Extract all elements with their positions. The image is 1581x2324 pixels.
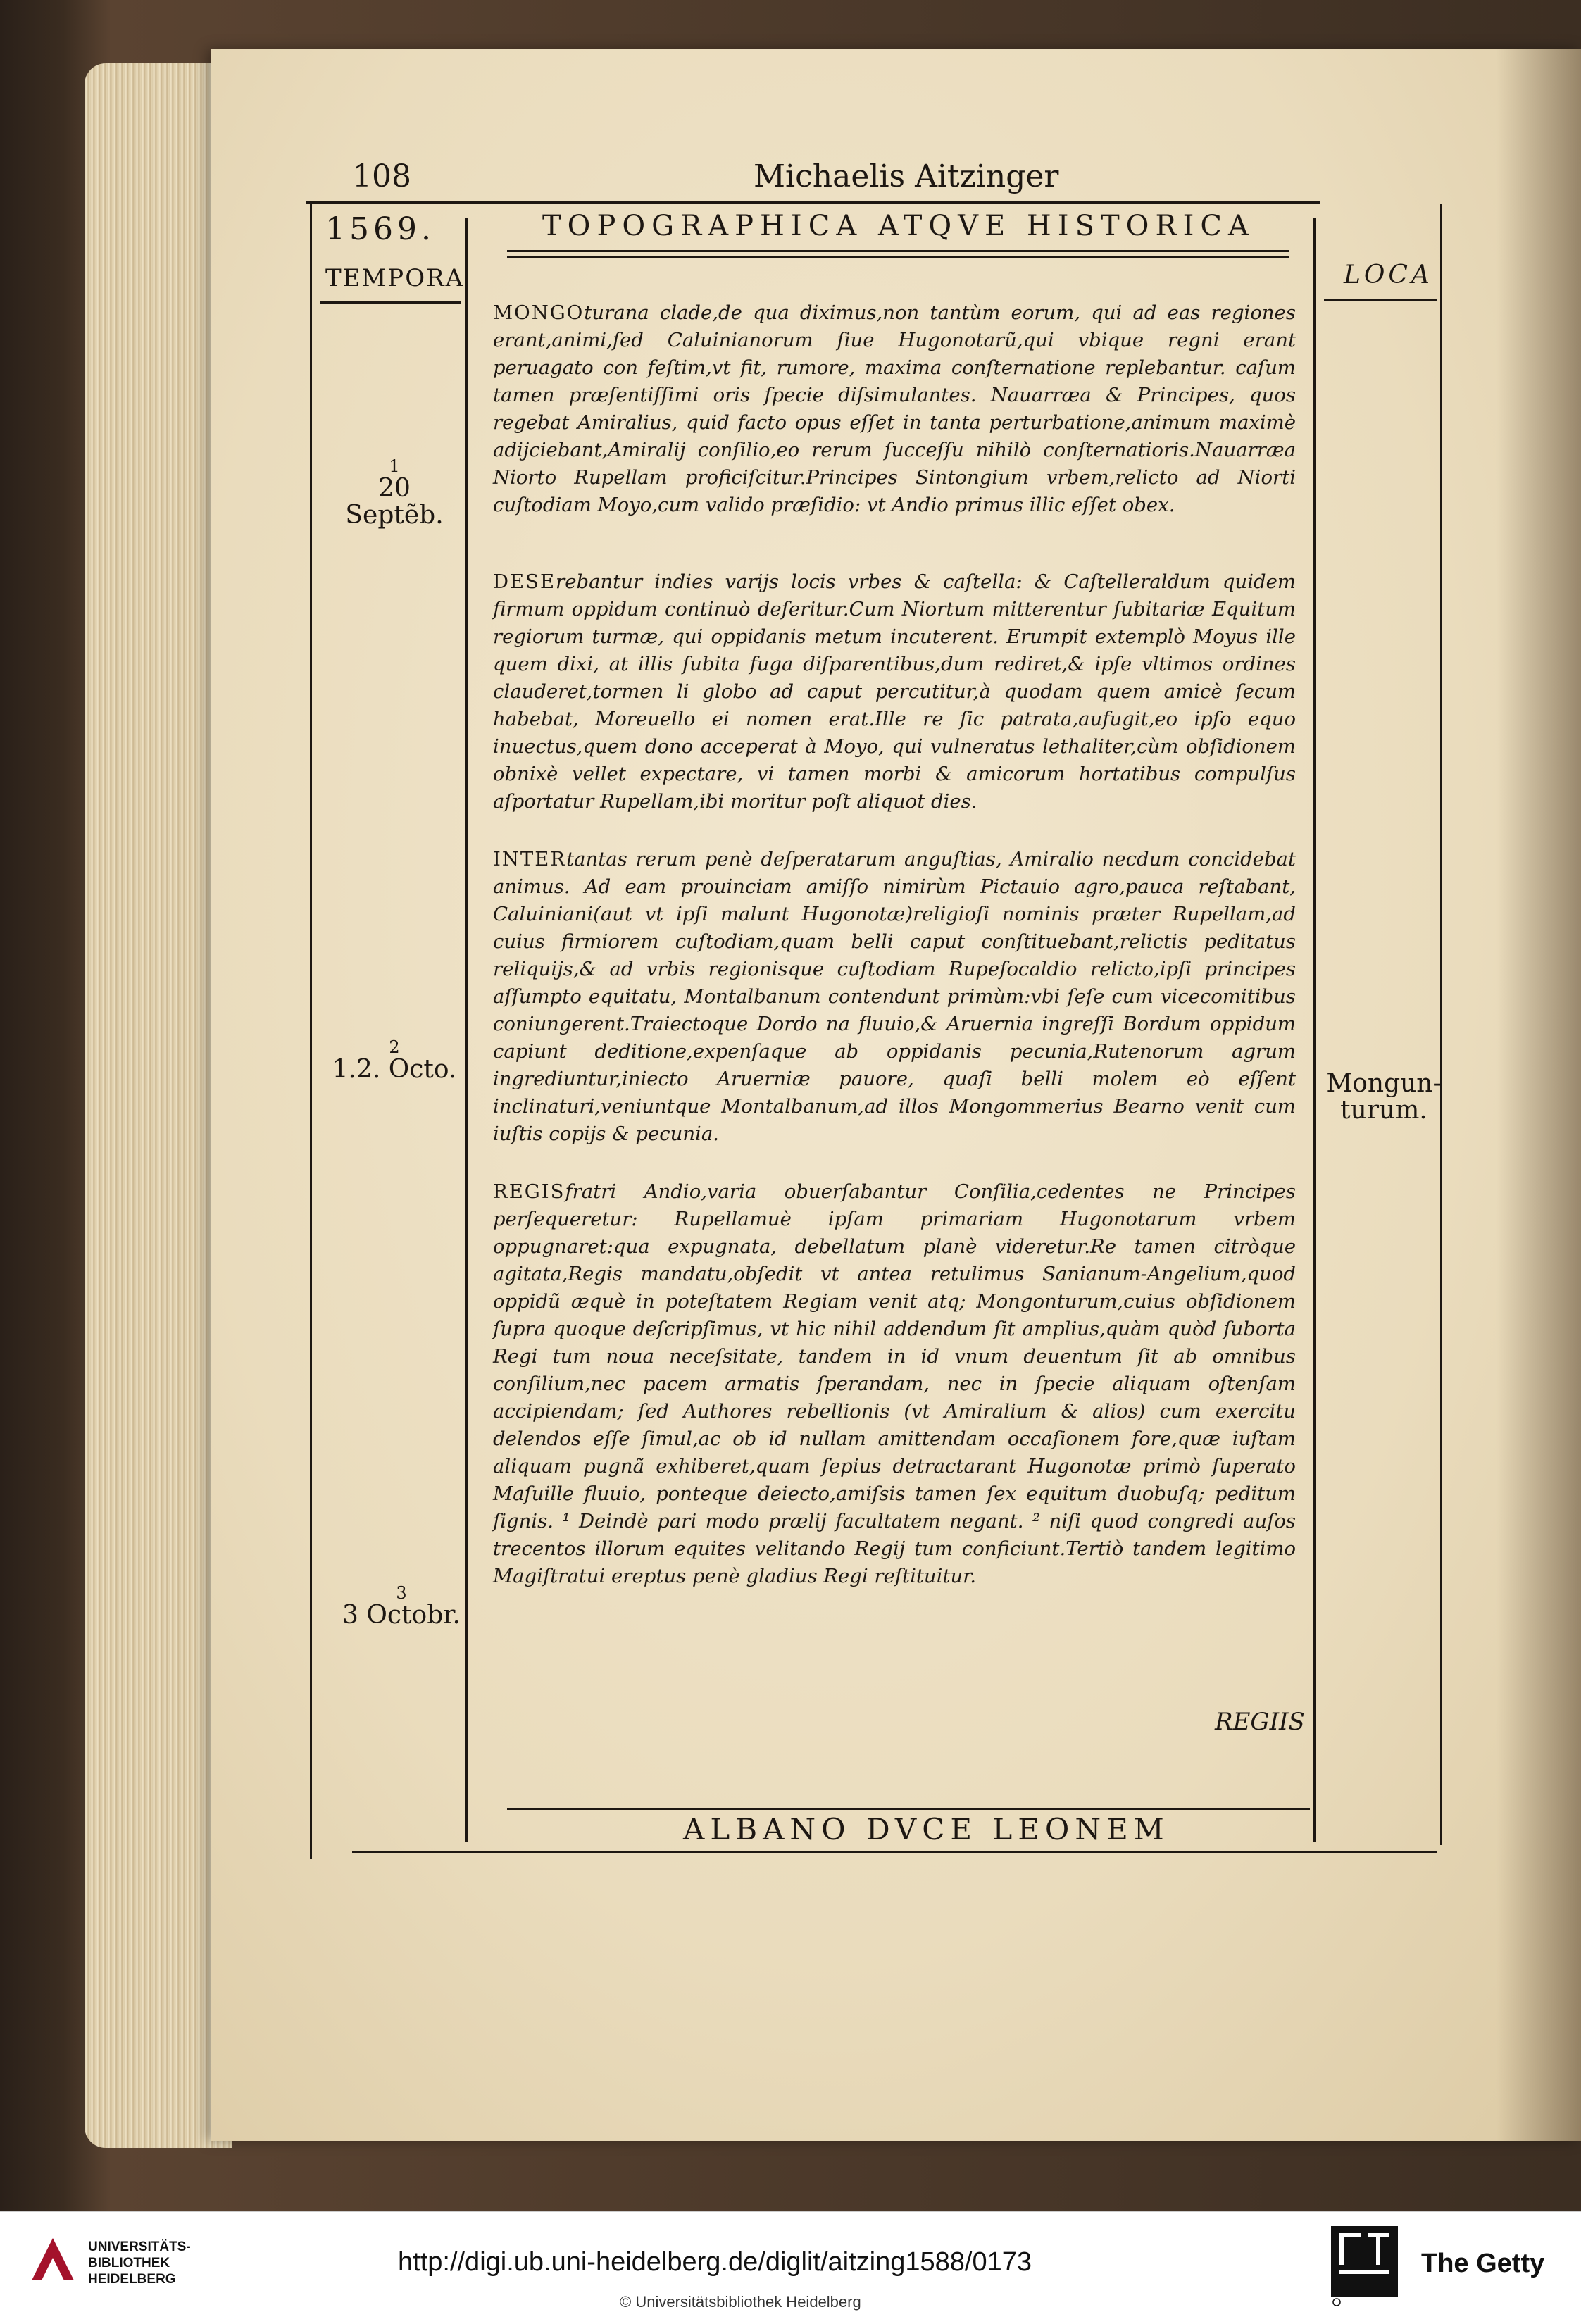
library-name [88,2239,191,2287]
margin-date-3 [331,1585,472,1629]
book-page-edges [85,63,232,2148]
rule-top [306,201,1320,204]
viewer-footer [0,2211,1581,2324]
paragraph-text: turana clade,de qua diximus,non tantùm eorum, qui ad eas regiones erant,animi,ſed Caluinianorum ſiue Hugonotarũ,qui vbique regni erant peruagato con feſtim,vt fit, rumore, maxima conſternatione replebantur. caſum tamen præſentiſſimi oris ſpecie diſsimulantes. Nauarræa & Principes, quos regebat Amiralius, quid facto opus eſſet in tanta perturbatione,animum maximè adijciebant,Amiralij conſilio,eo rerum ſucceſſu nihilò conſternatioris.Nauarræa Niorto Rupellam proficiſcitur.Principes Sintongium vrbem,relicto ad Niorti cuſtodiam Moyo,cum valido præſidio: vt Andio primus illic eſſet obex. [493,301,1296,516]
rule-loca [1324,299,1437,301]
paragraph [493,299,1296,519]
margin-date-1 [331,458,458,529]
rule-under-title-2 [507,256,1289,258]
loca-column-label: LOCA [1344,261,1433,289]
paragraph [493,568,1296,816]
margin-date-mark: 1 [389,456,400,476]
margin-date-text: 1.2. Octo. [332,1055,457,1085]
rule-bottom-2 [352,1851,1437,1853]
year-label: 1569. [325,211,435,247]
rule-right-outer [1440,204,1442,1845]
rule-left-outer [310,201,312,1859]
paragraph-lead: REGIS [493,1180,565,1203]
paragraph [493,846,1296,1148]
rule-bottom-1 [507,1808,1310,1810]
catchword: REGIIS [1215,1708,1305,1736]
rule-under-title [507,250,1289,252]
library-name-line: BIBLIOTHEK [88,2256,170,2270]
paragraph-text: rebantur indies varijs locis vrbes & caſtella: & Caſtelleraldum quidem firmum oppidum continuò deſeritur.Cum Niortum mitterentur ſubitariæ Equitum regiorum turmæ, qui oppidanis metum incuterent. Erumpit extemplò Moyus ille quem dixi, at illis ſubita fuga diſparentibus,dum rediret,& ipſe vltimos ordines clauderet,tormen li globo ad caput percutitur,à quodam quem amicè ſecum habebat, Moreuello ei nomen erat.Ille re ſic patrata,aufugit,eo ipſo equo inuectus,quem dono acceperat à Moyo, qui vulneratus lethaliter,cùm obſidionem obnixè vellet expectare, vi tamen morbi & amicorum hortatibus compulſus aſportatur Rupellam,ibi moritur poſt aliquot dies. [493,570,1296,813]
footer-running-title: ALBANO DVCE LEONEM [683,1812,1170,1847]
margin-date-mark: 2 [389,1037,400,1057]
margin-place-note: Mongun- turum. [1326,1069,1442,1125]
running-head-author: Michaelis Aitzinger [754,158,1059,194]
tempora-column-label: TEMPORA [325,264,465,292]
getty-logo-icon[interactable] [1331,2226,1398,2307]
margin-date-text: 3 Octobr. [342,1601,461,1630]
copyright-text: © Universitätsbibliothek Heidelberg [620,2293,861,2311]
paragraph [493,1178,1296,1590]
rule-right-inner [1313,218,1316,1842]
margin-date-text: 20 Septẽb. [345,474,444,530]
body-text [493,299,1296,1620]
paragraph-lead: DESE [493,570,556,593]
page-number: 108 [352,158,411,194]
library-name-line: HEIDELBERG [88,2272,176,2287]
rule-tempora [320,301,461,304]
paragraph-lead: INTER [493,848,567,870]
university-library-logo-icon[interactable] [25,2231,81,2287]
document-url-link[interactable]: http://digi.ub.uni-heidelberg.de/diglit/aitzing1588/0173 [398,2247,1032,2277]
margin-date-2 [331,1039,458,1083]
library-name-line: UNIVERSITÄTS- [88,2239,191,2254]
paragraph-lead: MONGO [493,301,585,324]
partner-name: The Getty [1421,2249,1545,2278]
page-title: TOPOGRAPHICA ATQVE HISTORICA [542,210,1255,242]
paragraph-text: fratri Andio,varia obuerſabantur Conſilia,cedentes ne Principes perſequeretur: Rupellamuè ipſam primariam Hugonotarum vrbem oppugnaret:qua expugnata, debellatum planè videretur.Re tamen citròque agitata,Regis mandatu,obſedit vt antea retulimus Sanianum-Angelium,quod oppidũ æquè in poteſtatem Regiam venit atq; Mongonturum,cuius obſidionem ſupra quoque deſcripſimus, vt hic nihil addendum ſit amplius,quàm quòd ſuborta Regi tum noua neceſsitate, tandem in id vnum deuentum ſit ab omnibus conſilium,nec pacem armatis ſperandam, nec in ſpecie aliquam oſtenſam accipiendam; ſed Authores rebellionis (vt Amiralium & alios) cum exercitu delendos eſſe ſimul,ac ob id nullam amittendam occaſionem fore,quæ iuſtam aliquam pugnã exhiberet,quam ſepius detractarant Hugonotæ primò ſuperato Maſuille fluuio, ponteque deiecto,amiſsis tamen ſex equitum duobuſq; peditum ſignis. ¹ Deindè pari modo prælij facultatem negant. ² niſi quod congredi auſos trecentos illorum equites velitando Regij tum conficiunt.Tertiò tandem legitimo Magiſtratui ereptus penè gladius Regi reſtituitur. [493,1180,1296,1587]
paragraph-text: tantas rerum penè deſperatarum anguſtias, Amiralio necdum concidebat animus. Ad eam prouinciam amiſſo nimirùm Pictauio agro,pauca reſtabant, Caluiniani(aut vt ipſi malunt Hugonotæ)religioſi nominis præter Rupellam,ad cuius firmiorem cuſtodiam,quam belli caput conſtituebant,relictis peditatus reliquijs,& ad vrbis regionisque cuſtodiam Rupeſocaldio relicto,ipſi principes aſſumpto equitatu, Montalbanum contendunt primùm:vbi ſeſe cum vicecomitibus coniungerent.Traiectoque Dordo na fluuio,& Aruernia ingreſſi Bordum oppidum capiunt deditione,expenſaque ab oppidanis pecunia,Rutenorum agrum ingrediuntur,iniecto Aruerniæ pauore, quaſi belli molem eò eſſent inclinaturi,veniuntque Montalbanum,ad illos Mongommerius Bearno venit cum iuſtis copijs & pecunia. [493,848,1296,1145]
margin-date-mark: 3 [396,1583,407,1603]
